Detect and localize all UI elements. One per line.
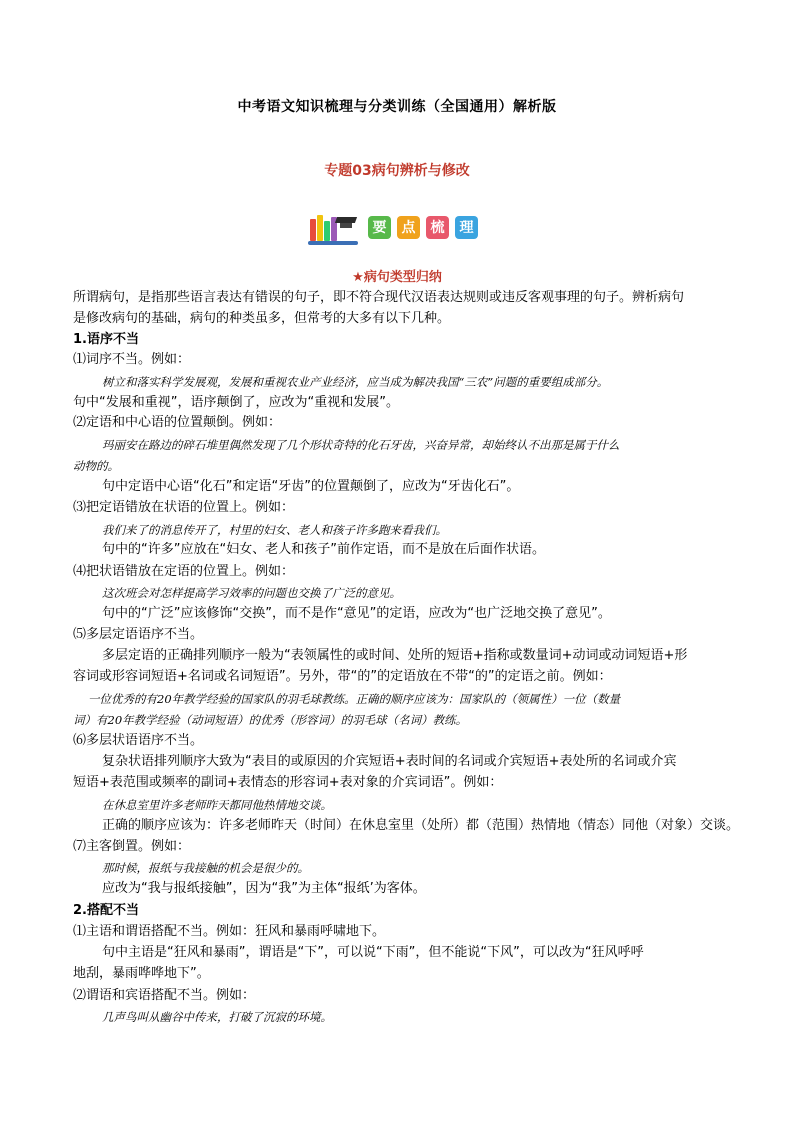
- star-icon: ★: [352, 270, 364, 285]
- banner-tile: 梳: [426, 216, 449, 239]
- document-title: 中考语文知识梳理与分类训练（全国通用）解析版: [237, 99, 557, 115]
- subheading: ⑴主语和谓语搭配不当。例如：狂风和暴雨呼啸地下。: [73, 924, 386, 939]
- subheading: ⑵谓语和宾语搭配不当。例如：: [73, 988, 256, 1003]
- section-heading-text: 病句类型归纳: [363, 270, 442, 285]
- explanation: 地刮，暴雨哗哗地下”。: [73, 966, 210, 981]
- subheading: ⑹多层状语语序不当。: [73, 733, 204, 748]
- explanation: 正确的顺序应该为：许多老师昨天（时间）在休息室里（处所）都（范围）热情地（情态）同他（对象）交谈。: [102, 818, 740, 833]
- banner-tile: 理: [455, 216, 478, 239]
- banner-tile: 点: [397, 216, 420, 239]
- example-sentence: 我们来了的消息传开了，村里的妇女、老人和孩子许多跑来看我们。: [102, 523, 447, 537]
- subheading: ⑴词序不当。例如：: [73, 352, 191, 367]
- example-sentence: 那时候，报纸与我接触的机会是很少的。: [102, 861, 309, 875]
- example-sentence: 在休息室里许多老师昨天都同他热情地交谈。: [102, 798, 332, 812]
- explanation: 句中的“广泛”应该修饰“交换”，而不是作“意见”的定语，应改为“也广泛地交换了意见”。: [102, 606, 611, 621]
- subheading: ⑺主客倒置。例如：: [73, 839, 191, 854]
- key-points-banner: [308, 208, 478, 246]
- books-icon: [308, 209, 358, 245]
- explanation: 应改为“我与报纸接触”，因为“我”为主体“报纸’为客体。: [102, 881, 426, 896]
- example-sentence: 一位优秀的有20年教学经验的国家队的羽毛球教练。正确的顺序应该为：国家队的（领属性）一位（数量: [88, 692, 621, 706]
- intro-line: 所谓病句，是指那些语言表达有错误的句子，即不符合现代汉语表达规则或违反客观事理的句子。辨析病句: [73, 290, 685, 305]
- subheading: ⑷把状语错放在定语的位置上。例如：: [73, 564, 295, 579]
- example-sentence: 这次班会对怎样提高学习效率的问题也交换了广泛的意见。: [102, 586, 401, 600]
- example-sentence: 玛丽安在路边的碎石堆里偶然发现了几个形状奇特的化石牙齿，兴奋异常，却始终认不出那是属于什么: [102, 438, 620, 452]
- explanation: 句中的“许多”应放在“妇女、老人和孩子”前作定语，而不是放在后面作状语。: [102, 542, 545, 557]
- intro-line: 是修改病句的基础，病句的种类虽多，但常考的大多有以下几种。: [73, 311, 451, 326]
- banner-tile: 要: [368, 216, 391, 239]
- subheading: ⑸多层定语语序不当。: [73, 627, 204, 642]
- paragraph-line: 容词或形容词短语+名词或名词短语”。另外，带“的”的定语放在不带“的”的定语之前。例如：: [73, 669, 612, 684]
- explanation: 句中定语中心语“化石”和定语“牙齿”的位置颠倒了，应改为“牙齿化石”。: [102, 479, 520, 494]
- example-sentence: 几声鸟叫从幽谷中传来，打破了沉寂的环境。: [102, 1010, 332, 1024]
- heading-1: 1.语序不当: [73, 332, 139, 347]
- explanation: 句中“发展和重视”，语序颠倒了，应改为“重视和发展”。: [73, 395, 399, 410]
- example-sentence: 词）有20年教学经验（动词短语）的优秀（形容词）的羽毛球（名词）教练。: [73, 713, 468, 727]
- subheading: ⑵定语和中心语的位置颠倒。例如：: [73, 415, 282, 430]
- paragraph-line: 短语+表范围或频率的副词+表情态的形容词+表对象的介宾词语”。例如：: [73, 775, 503, 790]
- paragraph-line: 多层定语的正确排列顺序一般为“表领属性的或时间、处所的短语+指称或数量词+动词或动词短语+形: [102, 648, 688, 663]
- explanation: 句中主语是“狂风和暴雨”，谓语是“下”，可以说“下雨”，但不能说“下风”，可以改为“狂风呼呼: [102, 945, 644, 960]
- topic-subtitle: 专题03病句辨析与修改: [324, 163, 470, 179]
- example-sentence: 动物的。: [73, 459, 119, 473]
- paragraph-line: 复杂状语排列顺序大致为“表目的或原因的介宾短语+表时间的名词或介宾短语+表处所的名词或介宾: [102, 754, 677, 769]
- example-sentence: 树立和落实科学发展观，发展和重视农业产业经济，应当成为解决我国“三农”问题的重要组成部分。: [102, 375, 609, 389]
- subheading: ⑶把定语错放在状语的位置上。例如：: [73, 500, 295, 515]
- section-heading: [0, 266, 794, 285]
- heading-2: 2.搭配不当: [73, 903, 139, 918]
